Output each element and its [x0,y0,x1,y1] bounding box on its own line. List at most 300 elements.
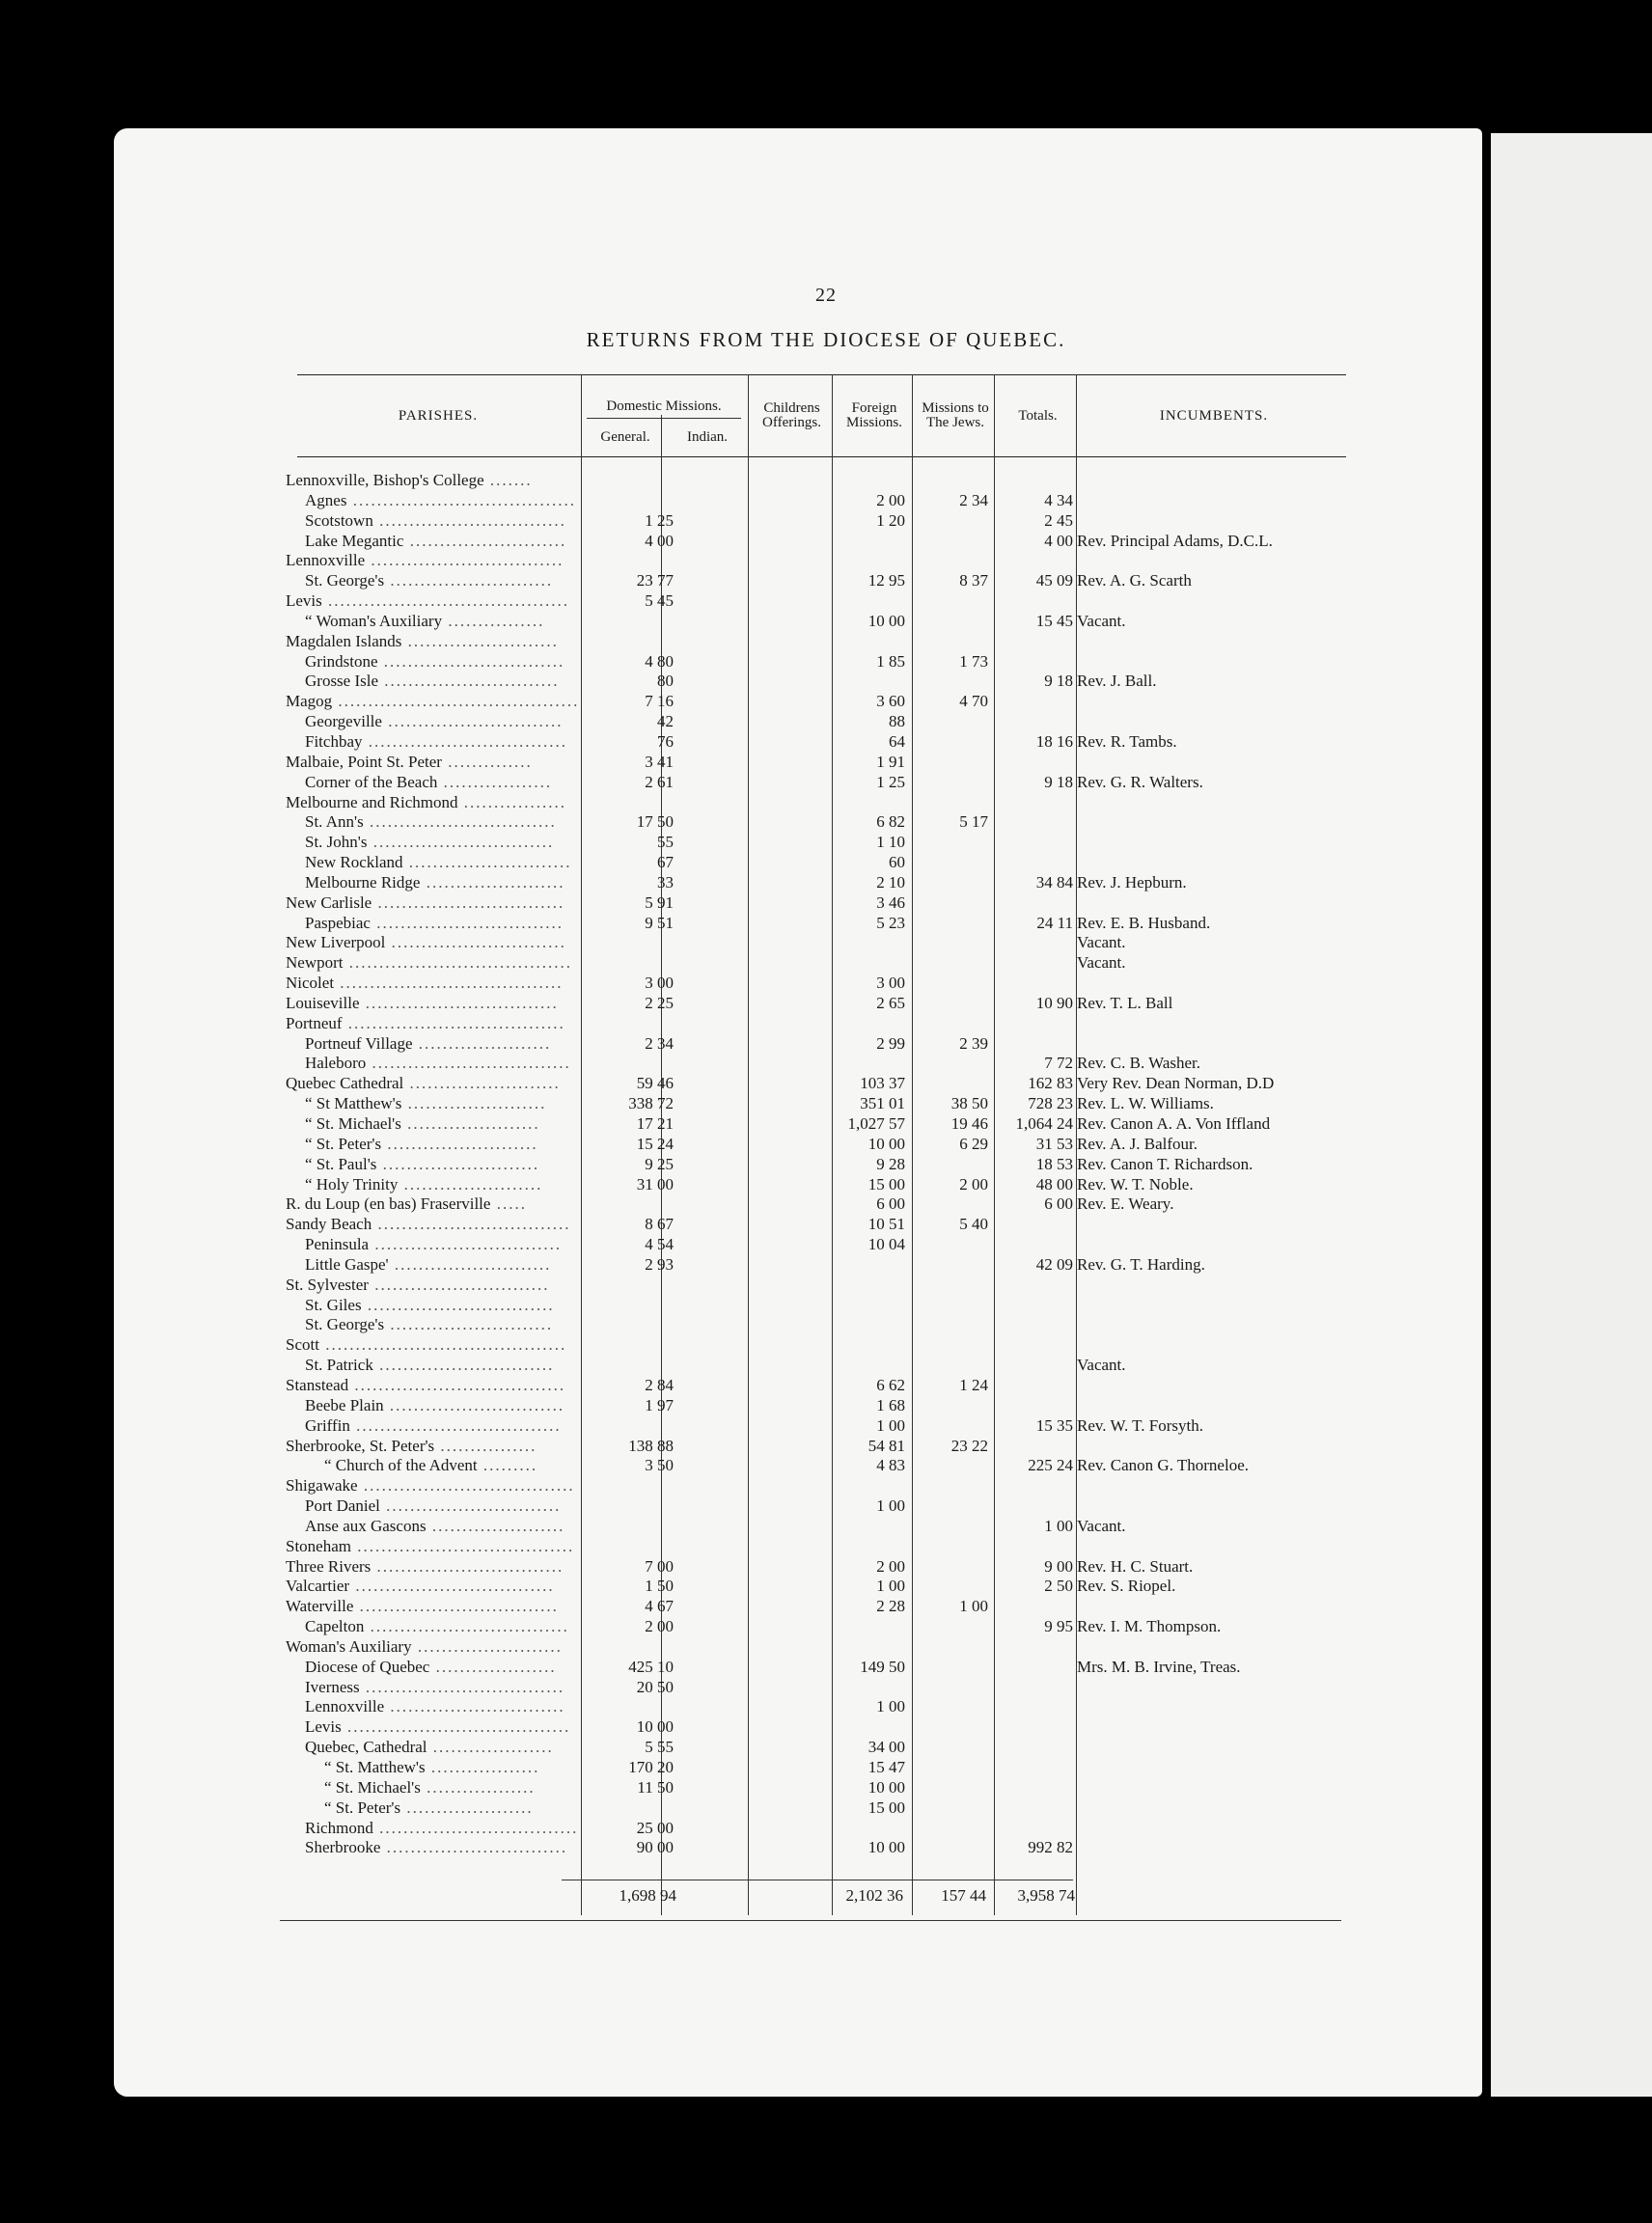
leader-dots: ........................... [384,1315,554,1334]
table-row [286,1717,1357,1738]
header-missions-to-jews: Missions to The Jews. [922,400,989,430]
parish-name: Waterville ................................. [286,1597,559,1616]
amount-jews: 23 22 [950,1436,988,1455]
table-row [286,1014,1357,1034]
leader-dots: ............................... [363,812,557,832]
amount-general: 2 93 [645,1254,674,1274]
table-row [286,974,1357,994]
table-row [286,471,1357,491]
table-row [286,853,1357,873]
table-row [286,1557,1357,1578]
table-row [286,914,1357,934]
leader-dots: ........................... [402,853,572,872]
table-row [286,672,1357,692]
amount-general: 76 [657,731,674,751]
table-row [286,1678,1357,1698]
amount-general: 10 00 [636,1717,674,1737]
amount-totals: 6 00 [1044,1194,1073,1214]
leader-dots: ..................................... [334,974,564,993]
amount-general: 138 88 [628,1436,674,1455]
parish-name: Louiseville ................................ [286,993,559,1012]
amount-foreign: 2 99 [876,1033,905,1053]
leader-dots: .............................. [367,833,555,852]
amount-totals: 1 00 [1044,1516,1073,1535]
amount-general: 55 [657,833,674,852]
amount-totals: 24 11 [1036,913,1073,932]
parish-name: Capelton ................................. [305,1617,569,1636]
leader-dots: ....................... [401,1094,547,1113]
amount-general: 31 00 [636,1174,674,1194]
leader-dots: ................................. [349,1577,555,1596]
table-row [286,1356,1357,1376]
leader-dots: ................................... [348,1375,566,1394]
amount-general: 3 50 [645,1456,674,1475]
amount-general: 20 50 [636,1677,674,1696]
amount-foreign: 64 [889,731,905,751]
table-row [286,1456,1357,1476]
amount-foreign: 1 25 [876,772,905,791]
parish-name: Peninsula ............................... [305,1235,563,1254]
amount-foreign: 10 00 [867,1777,905,1797]
parish-name: Paspebiac ............................... [305,913,564,932]
amount-general: 59 46 [636,1074,674,1093]
amount-foreign: 6 62 [876,1375,905,1394]
parish-name: Port Daniel ............................. [305,1496,562,1516]
amount-general: 5 45 [645,591,674,611]
table-row [286,1376,1357,1396]
amount-general: 1 97 [645,1395,674,1414]
parish-name: Beebe Plain ............................. [305,1395,565,1414]
amount-general: 2 34 [645,1033,674,1053]
amount-jews: 4 70 [959,692,988,711]
amount-jews: 1 00 [959,1597,988,1616]
table-row [286,1135,1357,1155]
amount-totals: 9 18 [1044,672,1073,691]
leader-dots: ................................. [362,731,567,751]
leader-dots: ................................ [372,1215,571,1234]
table-row [286,893,1357,914]
amount-general: 4 80 [645,651,674,671]
leader-dots: ............................. [385,933,566,952]
table-row [286,1798,1357,1819]
amount-foreign: 15 00 [867,1798,905,1817]
table-row [286,1697,1357,1717]
amount-totals: 225 24 [1028,1456,1073,1475]
table-row [286,1155,1357,1175]
leader-dots: ...................... [426,1516,565,1535]
amount-jews: 8 37 [959,571,988,590]
amount-foreign: 2 00 [876,490,905,509]
parish-name: Stoneham .................................... [286,1536,575,1555]
amount-totals: 48 00 [1035,1174,1073,1194]
leader-dots: ............................. [379,1496,562,1516]
amount-foreign: 12 95 [867,571,905,590]
incumbent-name: Rev. A. J. Balfour. [1077,1134,1198,1153]
incumbent-name: Rev. I. M. Thompson. [1077,1617,1222,1636]
leader-dots: ............................. [372,1356,555,1375]
table-row [286,793,1357,813]
table-row [286,1416,1357,1437]
amount-general: 80 [657,672,674,691]
leader-dots: .................. [437,772,553,791]
header-parishes: PARISHES. [398,407,479,424]
amount-general: 2 00 [645,1617,674,1636]
leader-dots: ............................... [371,1556,564,1576]
table-row [286,933,1357,953]
table-row [286,591,1357,612]
leader-dots: ......................... [381,1134,538,1153]
table-header [297,374,1346,457]
parish-name: Little Gaspe' .......................... [305,1254,552,1274]
amount-foreign: 1 00 [876,1697,905,1716]
amount-foreign: 3 60 [876,692,905,711]
parish-name: St. Patrick ............................. [305,1356,555,1375]
table-row [286,1738,1357,1758]
parish-name: Portneuf Village ...................... [305,1033,552,1053]
table-row [286,511,1357,532]
amount-jews: 1 73 [959,651,988,671]
amount-totals: 992 82 [1028,1838,1073,1857]
parish-name: Nicolet ..................................... [286,974,564,993]
parish-name: Griffin .................................. [305,1415,562,1435]
incumbent-name: Vacant. [1077,611,1126,630]
table-row [286,1617,1357,1637]
parish-name: Portneuf .................................... [286,1013,565,1032]
parish-name: Iverness ................................. [305,1677,565,1696]
total-foreign: 2,102 36 [845,1886,903,1905]
table-row [286,1074,1357,1094]
amount-general: 2 25 [645,993,674,1012]
table-row [286,953,1357,974]
amount-general: 2 84 [645,1375,674,1394]
leader-dots: ................................... [357,1476,575,1496]
header-totals: Totals. [1018,407,1058,424]
facing-page-edge [1491,133,1652,2097]
leader-dots: ............................. [384,1697,565,1716]
leader-dots: ................................. [366,1054,571,1073]
leader-dots: ................. [457,792,566,811]
leader-dots: ........................ [411,1636,563,1656]
table-row [286,632,1357,652]
table-row [286,994,1357,1014]
leader-dots: ...................... [412,1033,552,1053]
leader-dots: ............................. [378,672,560,691]
amount-jews: 5 40 [959,1215,988,1234]
parish-name: Sherbrooke, St. Peter's ................ [286,1436,537,1455]
table-row [286,532,1357,552]
table-row [286,652,1357,672]
table-row [286,833,1357,853]
amount-foreign: 10 00 [867,1134,905,1153]
parish-name: New Liverpool ............................. [286,933,566,952]
amount-totals: 728 23 [1028,1094,1073,1113]
table-row [286,1255,1357,1276]
leader-dots: ..................................... [346,490,576,509]
amount-foreign: 1 91 [876,752,905,771]
leader-dots: ................................ [359,993,559,1012]
amount-general: 90 00 [636,1838,674,1857]
leader-dots: ...................... [400,1114,540,1133]
amount-general: 170 20 [628,1758,674,1776]
amount-foreign: 88 [889,712,905,731]
parish-name: Grosse Isle ............................. [305,672,560,691]
amount-general: 1 50 [645,1577,674,1596]
leader-dots: .................................... [351,1536,575,1555]
amount-totals: 34 84 [1035,872,1073,892]
leader-dots: ........................................ [318,1335,567,1355]
amount-foreign: 1 85 [876,651,905,671]
leader-dots: ............................... [372,892,565,912]
incumbent-name: Rev. W. T. Forsyth. [1077,1415,1203,1435]
leader-dots: .............. [441,752,533,771]
amount-totals: 7 72 [1044,1054,1073,1073]
parish-name: Quebec, Cathedral .................... [305,1738,554,1757]
table-row [286,873,1357,893]
amount-general: 25 00 [636,1818,674,1837]
table-row [286,1658,1357,1678]
leader-dots: ................................. [359,1677,565,1696]
leader-dots: .......................... [403,531,567,550]
leader-dots: .................. [425,1758,540,1776]
table-row [286,712,1357,732]
leader-dots: ................................ [365,551,564,570]
leader-dots: ............................. [383,1395,565,1414]
leader-dots: .................... [427,1738,554,1757]
amount-foreign: 3 00 [876,974,905,993]
amount-totals: 18 53 [1035,1154,1073,1173]
amount-foreign: 4 83 [876,1456,905,1475]
incumbent-name: Rev. Canon G. Thorneloe. [1077,1456,1249,1475]
parish-name: “ St. Matthew's .................. [324,1758,540,1776]
parish-name: Magog ........................................ [286,692,580,711]
parish-name: Scotstown ............................... [305,510,566,530]
amount-general: 1 25 [645,510,674,530]
table-row [286,1276,1357,1296]
amount-foreign: 2 65 [876,993,905,1012]
incumbent-name: Rev. T. L. Ball [1077,993,1173,1012]
incumbent-name: Rev. C. B. Washer. [1077,1054,1201,1073]
table-row [286,1437,1357,1457]
amount-general: 11 50 [637,1777,674,1797]
amount-general: 4 00 [645,531,674,550]
table-row [286,1517,1357,1537]
parish-name: Levis ........................................ [286,591,570,611]
leader-dots: ................................. [364,1617,569,1636]
parish-name: Agnes ..................................... [305,490,576,509]
table-row [286,1315,1357,1335]
table-row [286,1637,1357,1658]
amount-foreign: 6 00 [876,1194,905,1214]
amount-totals: 4 00 [1044,531,1073,550]
leader-dots: .......................... [388,1254,552,1274]
amount-jews: 2 34 [959,490,988,509]
leader-dots: ..................................... [341,1717,571,1737]
parish-name: St. George's ........................... [305,571,554,590]
table-row [286,1034,1357,1055]
parish-name: “ St. Peter's ......................... [305,1134,538,1153]
total-totals: 3,958 74 [1017,1886,1075,1905]
incumbent-name: Rev. Principal Adams, D.C.L. [1077,531,1273,550]
amount-totals: 31 53 [1035,1134,1073,1153]
amount-foreign: 54 81 [867,1436,905,1455]
parish-name: Newport ..................................... [286,953,572,973]
parish-name: Three Rivers ............................... [286,1556,564,1576]
amount-foreign: 6 82 [876,812,905,832]
amount-foreign: 2 28 [876,1597,905,1616]
amount-jews: 2 39 [959,1033,988,1053]
leader-dots: ..................... [400,1798,534,1817]
parish-name: Stanstead ................................... [286,1375,566,1394]
header-incumbents: INCUMBENTS. [1159,407,1269,424]
amount-totals: 9 00 [1044,1556,1073,1576]
parish-name: Melbourne Ridge ....................... [305,872,565,892]
leader-dots: .................................... [342,1013,565,1032]
parish-name: St. George's ........................... [305,1315,554,1334]
leader-dots: ............................... [361,1295,555,1314]
leader-dots: ................................. [372,1818,579,1837]
table-row [286,1496,1357,1517]
incumbent-name: Rev. J. Ball. [1077,672,1157,691]
leader-dots: ............................... [369,1235,563,1254]
header-childrens-offerings: Childrens Offerings. [762,400,821,430]
parish-name: Georgeville ............................. [305,712,564,731]
leader-dots: ......................... [403,1074,561,1093]
leader-dots: .................. [420,1777,536,1797]
incumbent-name: Rev. E. B. Husband. [1077,913,1211,932]
table-row [286,1215,1357,1235]
amount-totals: 1,064 24 [1015,1114,1073,1133]
amount-foreign: 5 23 [876,913,905,932]
total-jews: 157 44 [941,1886,986,1905]
parish-name: Shigawake ................................... [286,1476,575,1496]
leader-dots: ............................. [381,712,564,731]
header-domestic-missions: Domestic Missions. [606,398,722,414]
incumbent-name: Mrs. M. B. Irvine, Treas. [1077,1657,1241,1676]
parish-name: Richmond ................................. [305,1818,579,1837]
parish-name: “ Holy Trinity ....................... [305,1174,543,1194]
amount-foreign: 34 00 [867,1738,905,1757]
amount-totals: 162 83 [1028,1074,1073,1093]
parish-name: Woman's Auxiliary ........................ [286,1636,563,1656]
amount-foreign: 9 28 [876,1154,905,1173]
amount-totals: 45 09 [1035,571,1073,590]
amount-totals: 18 16 [1035,731,1073,751]
amount-jews: 6 29 [959,1134,988,1153]
table-row [286,1296,1357,1316]
parish-name: St. Sylvester ............................. [286,1275,550,1294]
amount-foreign: 1 20 [876,510,905,530]
parish-name: Sherbrooke .............................. [305,1838,568,1857]
leader-dots: ................................. [353,1597,559,1616]
parish-name: Lake Megantic .......................... [305,531,567,550]
parish-name: “ Church of the Advent ......... [324,1456,538,1475]
amount-general: 33 [657,872,674,892]
incumbent-name: Rev. Canon A. A. Von Iffland [1077,1114,1271,1133]
table-row [286,1819,1357,1839]
table-row [286,1235,1357,1255]
parish-name: Lennoxville ................................ [286,551,564,570]
parish-name: Corner of the Beach .................. [305,772,553,791]
table-row [286,571,1357,591]
amount-totals: 2 50 [1044,1577,1073,1596]
leader-dots: .............................. [377,651,565,671]
amount-general: 2 61 [645,772,674,791]
amount-general: 42 [657,712,674,731]
amount-jews: 1 24 [959,1375,988,1394]
amount-foreign: 15 00 [867,1174,905,1194]
incumbent-name: Vacant. [1077,933,1126,952]
amount-foreign: 1 10 [876,833,905,852]
leader-dots: ......................... [401,631,559,650]
amount-general: 8 67 [645,1215,674,1234]
incumbent-name: Rev. G. T. Harding. [1077,1254,1205,1274]
amount-general: 17 21 [636,1114,674,1133]
table-row [286,753,1357,773]
amount-general: 23 77 [636,571,674,590]
amount-foreign: 10 00 [867,611,905,630]
amount-totals: 9 18 [1044,772,1073,791]
amount-totals: 9 95 [1044,1617,1073,1636]
parish-name: Scott ........................................ [286,1335,567,1355]
amount-foreign: 10 51 [867,1215,905,1234]
leader-dots: ........................................ [321,591,570,611]
table-row [286,491,1357,511]
table-row [286,812,1357,833]
parish-name: “ St. Michael's ...................... [305,1114,540,1133]
incumbent-name: Rev. L. W. Williams. [1077,1094,1214,1113]
leader-dots: ..................................... [343,953,572,973]
table-row [286,1114,1357,1135]
parish-name: Levis ..................................... [305,1717,571,1737]
table-row [286,1758,1357,1778]
amount-general: 3 41 [645,752,674,771]
parish-name: Anse aux Gascons ...................... [305,1516,565,1535]
amount-general: 4 67 [645,1597,674,1616]
parish-name: Malbaie, Point St. Peter .............. [286,752,533,771]
amount-general: 67 [657,853,674,872]
amount-general: 5 91 [645,892,674,912]
parish-name: Magdalen Islands ......................... [286,631,559,650]
table-row [286,1335,1357,1356]
amount-foreign: 351 01 [860,1094,905,1113]
totals-row [286,1886,1357,1907]
table-row [286,1175,1357,1195]
table-row [286,1577,1357,1597]
amount-general: 425 10 [628,1657,674,1676]
parish-name: Sandy Beach ................................ [286,1215,571,1234]
incumbent-name: Vacant. [1077,1356,1126,1375]
parish-name: “ St Matthew's ....................... [305,1094,547,1113]
incumbent-name: Rev. G. R. Walters. [1077,772,1203,791]
leader-dots: ....... [483,471,533,489]
leader-dots: ....................... [420,872,565,892]
amount-general: 7 16 [645,692,674,711]
leader-dots: ....................... [398,1174,543,1194]
parish-name: St. Giles ............................... [305,1295,555,1314]
amount-foreign: 60 [889,853,905,872]
leader-dots: ............................... [370,913,564,932]
leader-dots: ................ [434,1436,537,1455]
amount-totals: 15 35 [1035,1415,1073,1435]
table-row [286,1778,1357,1798]
leader-dots: ............................... [372,510,566,530]
amount-general: 338 72 [628,1094,674,1113]
parish-name: “ St. Michael's .................. [324,1777,536,1797]
amount-jews: 38 50 [950,1094,988,1113]
incumbent-name: Vacant. [1077,953,1126,973]
header-indian: Indian. [686,428,729,445]
leader-dots: ..... [490,1194,527,1214]
